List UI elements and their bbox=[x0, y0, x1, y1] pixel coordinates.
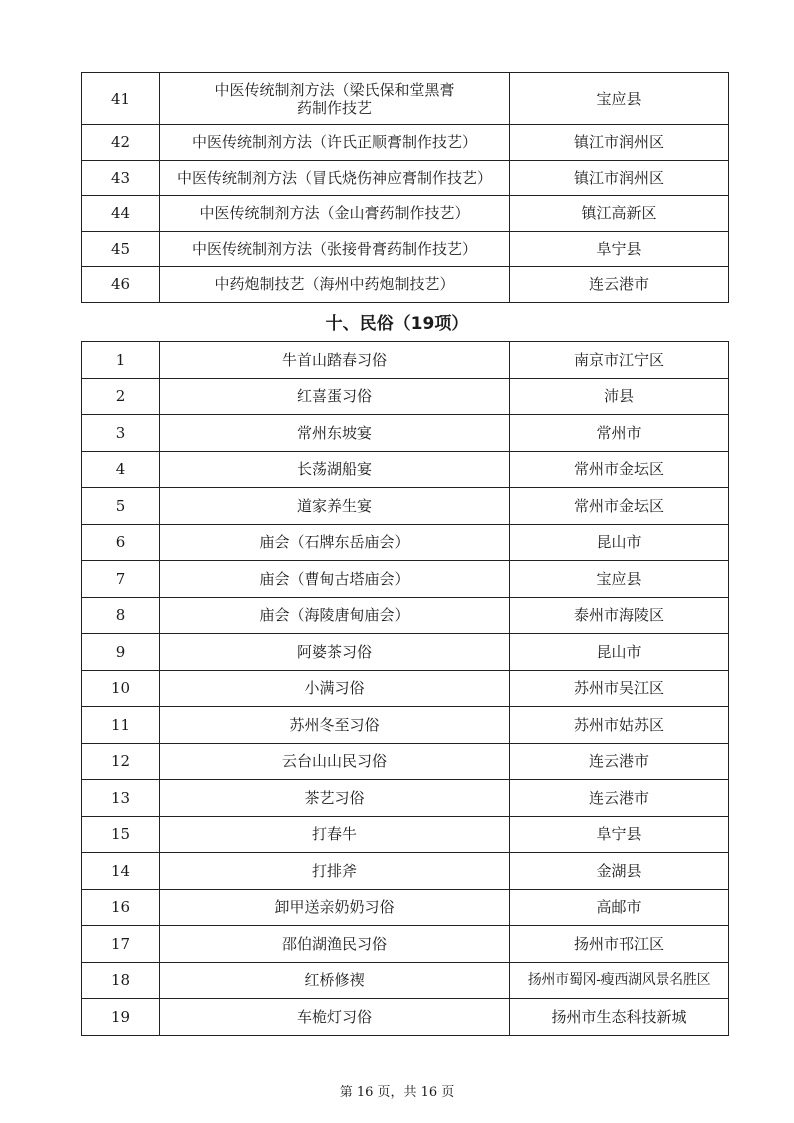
table-row bbox=[82, 853, 729, 890]
table-row bbox=[82, 415, 729, 452]
row-number: 18 bbox=[82, 962, 160, 999]
item-name: 中医传统制剂方法（冒氏烧伤神应膏制作技艺） bbox=[160, 160, 510, 196]
region: 连云港市 bbox=[510, 267, 729, 303]
region: 镇江高新区 bbox=[510, 196, 729, 232]
folk-custom-table bbox=[81, 341, 729, 1036]
row-number: 17 bbox=[82, 926, 160, 963]
item-name: 长荡湖船宴 bbox=[160, 451, 510, 488]
table-row bbox=[82, 378, 729, 415]
item-name: 中医传统制剂方法（梁氏保和堂黑膏药制作技艺 bbox=[160, 73, 510, 125]
row-number: 11 bbox=[82, 707, 160, 744]
table-row bbox=[82, 780, 729, 817]
table-row bbox=[82, 524, 729, 561]
table-row bbox=[82, 267, 729, 303]
row-number: 44 bbox=[82, 196, 160, 232]
table-row bbox=[82, 743, 729, 780]
region: 苏州市吴江区 bbox=[510, 670, 729, 707]
row-number: 43 bbox=[82, 160, 160, 196]
table-row bbox=[82, 196, 729, 232]
item-name: 中医传统制剂方法（张接骨膏药制作技艺） bbox=[160, 231, 510, 267]
item-name: 苏州冬至习俗 bbox=[160, 707, 510, 744]
table-row bbox=[82, 634, 729, 671]
item-name: 茶艺习俗 bbox=[160, 780, 510, 817]
table-row bbox=[82, 597, 729, 634]
item-name: 常州东坡宴 bbox=[160, 415, 510, 452]
region: 常州市金坛区 bbox=[510, 451, 729, 488]
item-name: 中医传统制剂方法（许氏正顺膏制作技艺） bbox=[160, 125, 510, 161]
row-number: 13 bbox=[82, 780, 160, 817]
item-name: 红喜蛋习俗 bbox=[160, 378, 510, 415]
row-number: 42 bbox=[82, 125, 160, 161]
region: 沛县 bbox=[510, 378, 729, 415]
region: 常州市 bbox=[510, 415, 729, 452]
row-number: 45 bbox=[82, 231, 160, 267]
row-number: 3 bbox=[82, 415, 160, 452]
row-number: 14 bbox=[82, 853, 160, 890]
heritage-table-continued bbox=[81, 72, 729, 303]
row-number: 12 bbox=[82, 743, 160, 780]
region: 连云港市 bbox=[510, 780, 729, 817]
region: 扬州市生态科技新城 bbox=[510, 999, 729, 1036]
row-number: 46 bbox=[82, 267, 160, 303]
region: 泰州市海陵区 bbox=[510, 597, 729, 634]
region: 镇江市润州区 bbox=[510, 160, 729, 196]
table-row bbox=[82, 73, 729, 125]
table-row bbox=[82, 342, 729, 379]
region: 镇江市润州区 bbox=[510, 125, 729, 161]
item-name: 中药炮制技艺（海州中药炮制技艺） bbox=[160, 267, 510, 303]
region: 昆山市 bbox=[510, 524, 729, 561]
row-number: 15 bbox=[82, 816, 160, 853]
row-number: 4 bbox=[82, 451, 160, 488]
row-number: 10 bbox=[82, 670, 160, 707]
item-name: 车桅灯习俗 bbox=[160, 999, 510, 1036]
row-number: 7 bbox=[82, 561, 160, 598]
region: 阜宁县 bbox=[510, 816, 729, 853]
row-number: 1 bbox=[82, 342, 160, 379]
table-row bbox=[82, 160, 729, 196]
table-row bbox=[82, 707, 729, 744]
item-name: 道家养生宴 bbox=[160, 488, 510, 525]
row-number: 9 bbox=[82, 634, 160, 671]
region: 金湖县 bbox=[510, 853, 729, 890]
item-name: 邵伯湖渔民习俗 bbox=[160, 926, 510, 963]
region: 常州市金坛区 bbox=[510, 488, 729, 525]
row-number: 16 bbox=[82, 889, 160, 926]
region: 昆山市 bbox=[510, 634, 729, 671]
region: 宝应县 bbox=[510, 561, 729, 598]
table-row bbox=[82, 962, 729, 999]
row-number: 19 bbox=[82, 999, 160, 1036]
item-name: 庙会（海陵唐甸庙会） bbox=[160, 597, 510, 634]
table-row bbox=[82, 670, 729, 707]
table-row bbox=[82, 889, 729, 926]
item-name: 卸甲送亲奶奶习俗 bbox=[160, 889, 510, 926]
item-name: 小满习俗 bbox=[160, 670, 510, 707]
region: 宝应县 bbox=[510, 73, 729, 125]
table-row bbox=[82, 999, 729, 1036]
table-row bbox=[82, 561, 729, 598]
table-row bbox=[82, 488, 729, 525]
item-name: 牛首山踏春习俗 bbox=[160, 342, 510, 379]
item-name: 云台山山民习俗 bbox=[160, 743, 510, 780]
region: 南京市江宁区 bbox=[510, 342, 729, 379]
row-number: 41 bbox=[82, 73, 160, 125]
row-number: 8 bbox=[82, 597, 160, 634]
region: 扬州市蜀冈-瘦西湖风景名胜区 bbox=[510, 962, 729, 999]
row-number: 6 bbox=[82, 524, 160, 561]
row-number: 2 bbox=[82, 378, 160, 415]
region: 高邮市 bbox=[510, 889, 729, 926]
item-name: 中医传统制剂方法（金山膏药制作技艺） bbox=[160, 196, 510, 232]
row-number: 5 bbox=[82, 488, 160, 525]
region: 连云港市 bbox=[510, 743, 729, 780]
table-row bbox=[82, 451, 729, 488]
table-row bbox=[82, 926, 729, 963]
item-name: 打春牛 bbox=[160, 816, 510, 853]
item-name: 红桥修禊 bbox=[160, 962, 510, 999]
region: 阜宁县 bbox=[510, 231, 729, 267]
region: 苏州市姑苏区 bbox=[510, 707, 729, 744]
item-name: 打排斧 bbox=[160, 853, 510, 890]
item-name: 庙会（曹甸古塔庙会） bbox=[160, 561, 510, 598]
item-name: 庙会（石牌东岳庙会） bbox=[160, 524, 510, 561]
item-name: 阿婆茶习俗 bbox=[160, 634, 510, 671]
section-heading: 十、民俗（19项） bbox=[325, 314, 469, 334]
table-row bbox=[82, 231, 729, 267]
region: 扬州市邗江区 bbox=[510, 926, 729, 963]
table-row bbox=[82, 816, 729, 853]
page-number-footer: 第 16 页，共 16 页 bbox=[339, 1085, 455, 1100]
table-row bbox=[82, 125, 729, 161]
